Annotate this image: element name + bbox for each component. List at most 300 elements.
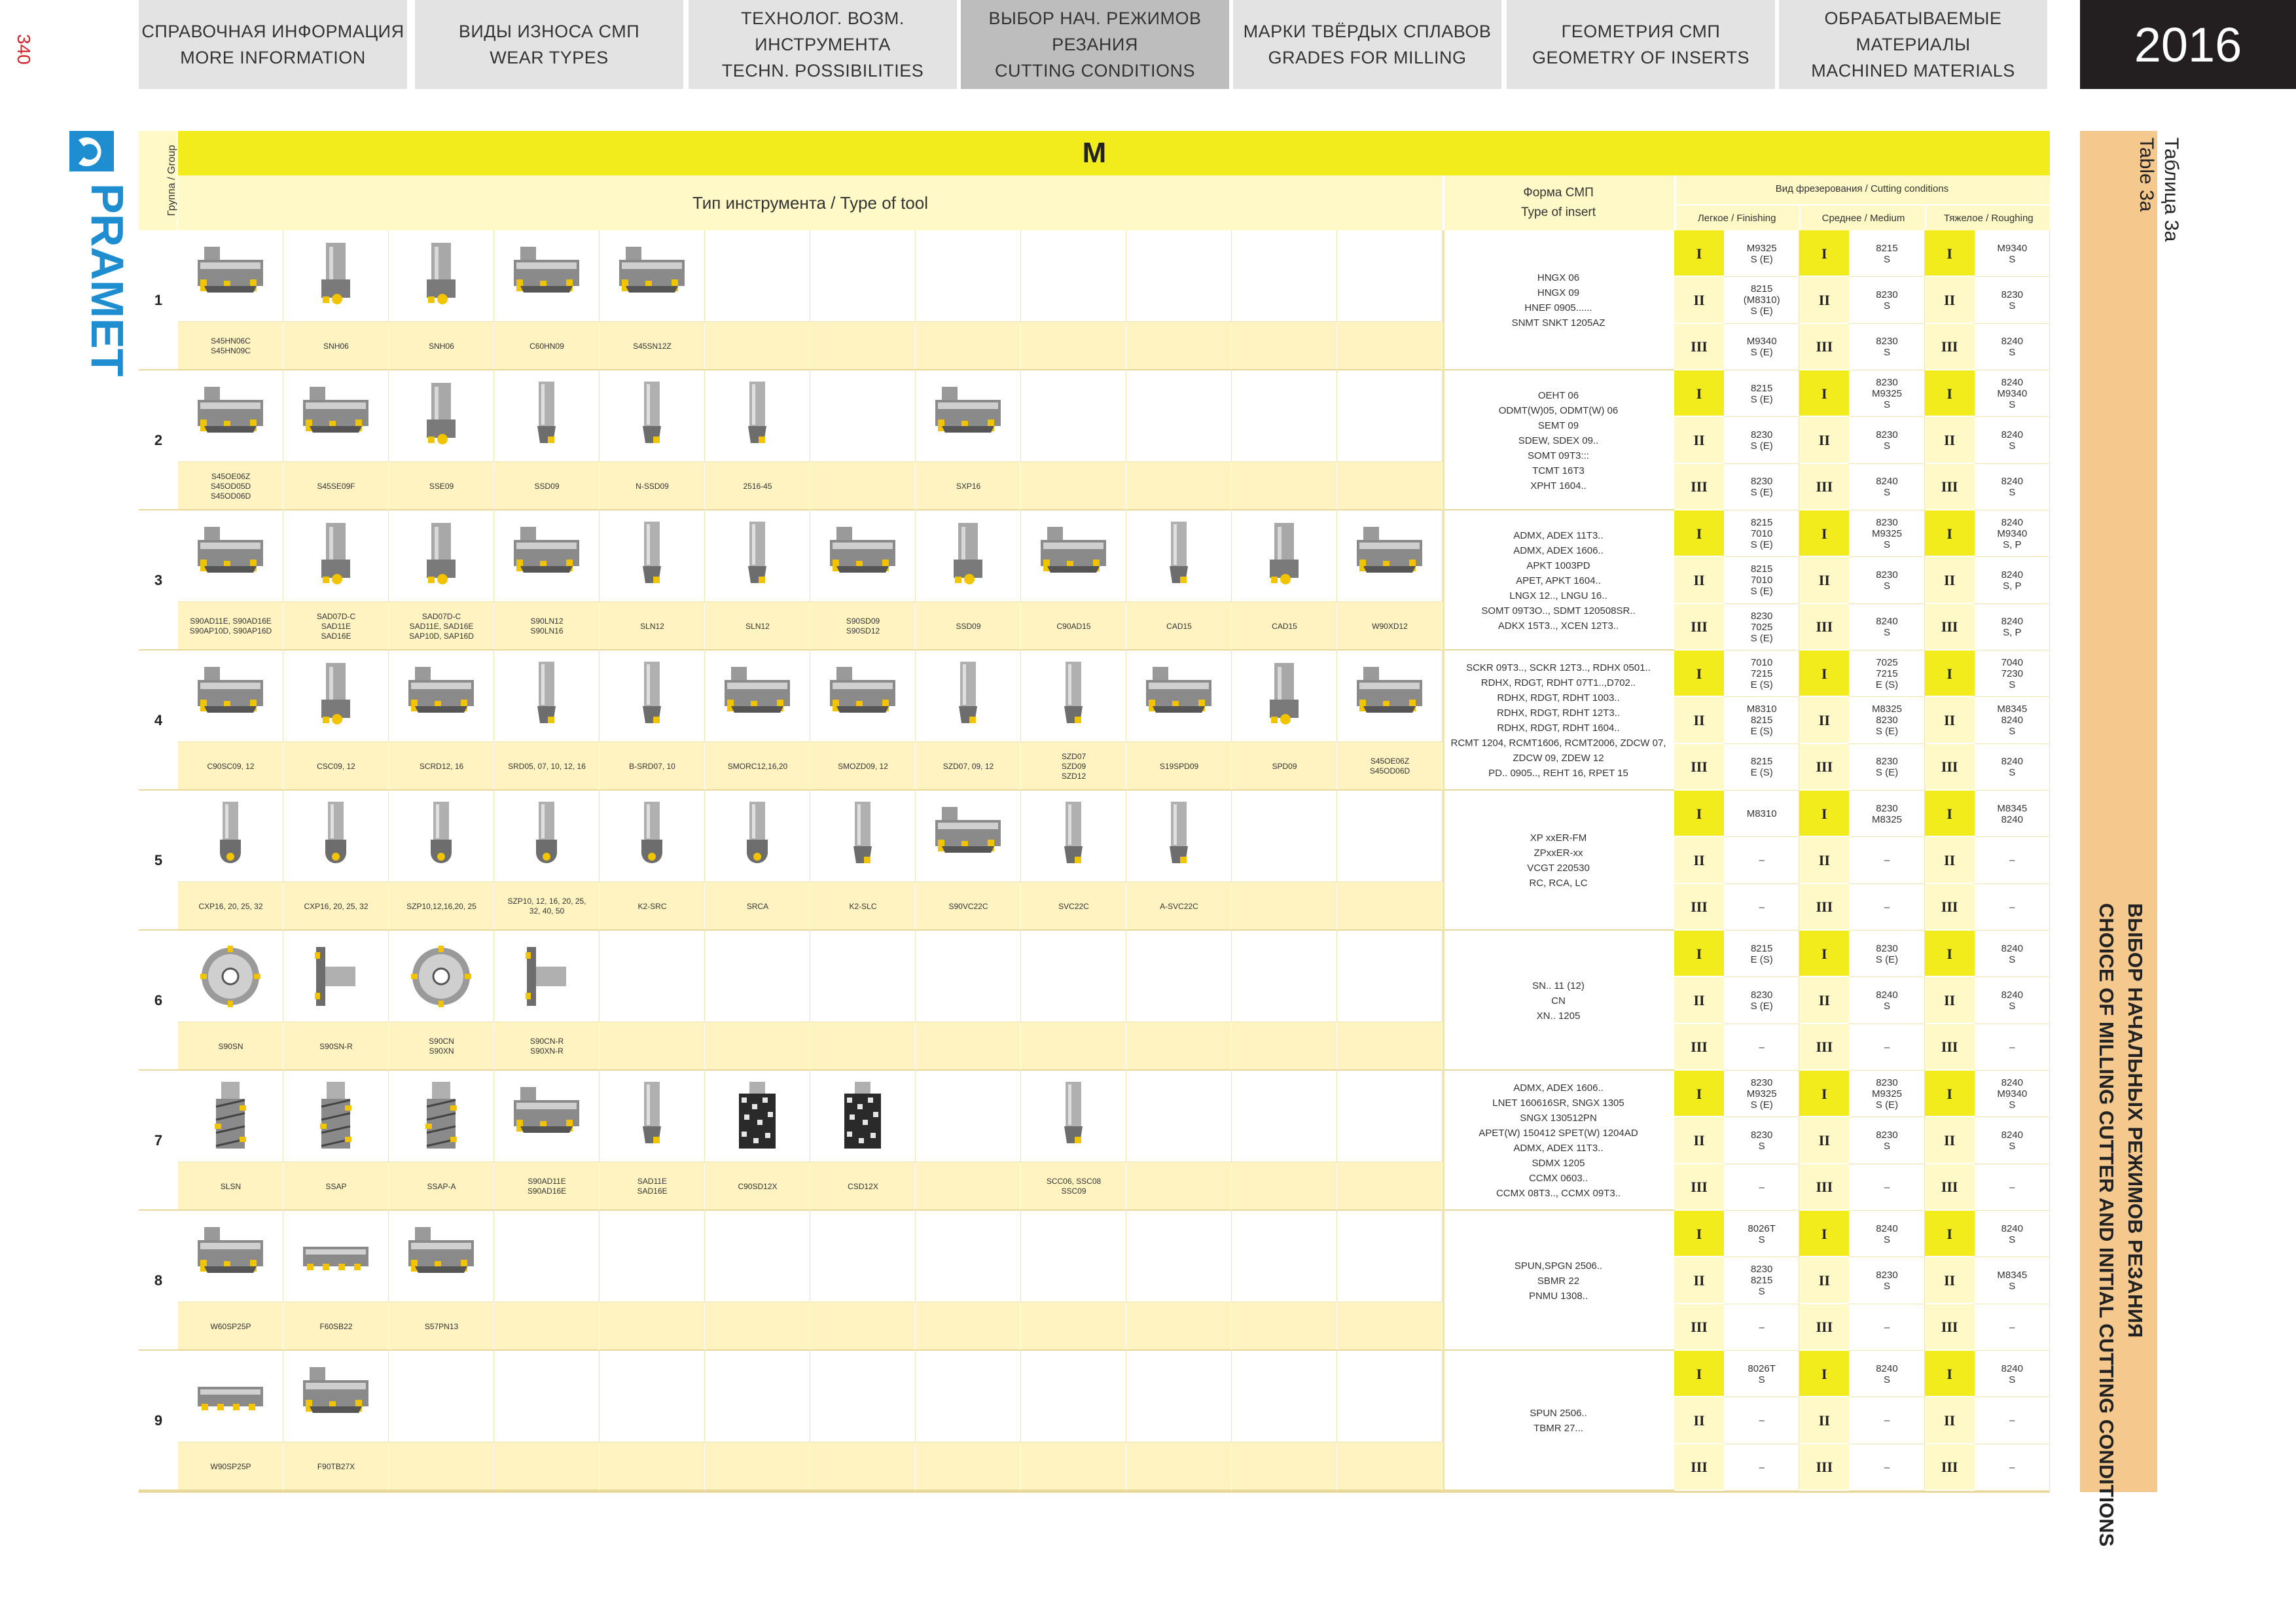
tool-code-cell xyxy=(810,322,916,370)
grade-value: 8240 M9340 S xyxy=(1997,377,2028,411)
grade-value: 8230 S (E) xyxy=(1875,942,1899,965)
tool-code xyxy=(810,462,916,510)
tool-code: W60SP25P xyxy=(210,1321,251,1331)
tool-disc-mill-icon xyxy=(402,940,480,1012)
tool-code: SSAP xyxy=(325,1181,347,1191)
cutting-level: II xyxy=(1944,711,1956,728)
cutting-level: III xyxy=(1941,618,1958,635)
tool-end-mill-icon xyxy=(1034,660,1113,732)
tool-code-cell xyxy=(494,1302,600,1351)
tool-code: N-SSD09 xyxy=(636,481,669,491)
grade-value: 8230 M9325 S xyxy=(1872,517,1902,551)
tool-code: SNH06 xyxy=(323,341,349,351)
tool-code: CXP16, 20, 25, 32 xyxy=(198,901,263,911)
tool-picture-cell xyxy=(916,931,1021,1022)
tool-picture-cell xyxy=(1337,791,1443,882)
grade-value: – xyxy=(2009,1461,2015,1473)
tool-shank-mill-icon xyxy=(929,520,1007,592)
tool-ball-mill-icon xyxy=(718,800,797,872)
tool-code: S45SE09F xyxy=(317,481,355,491)
nav-tab-label-ru: ТЕХНОЛОГ. ВОЗМ. ИНСТРУМЕНТА xyxy=(741,9,905,54)
tool-picture-cell xyxy=(1337,230,1443,322)
nav-tab-label-en: TECHN. POSSIBILITIES xyxy=(721,61,924,80)
nav-tab-label-ru: СПРАВОЧНАЯ ИНФОРМАЦИЯ xyxy=(141,22,404,41)
nav-tab-label-en: GEOMETRY OF INSERTS xyxy=(1532,48,1750,67)
insert-types: SPUN 2506.. TBMR 27... xyxy=(1530,1408,1587,1434)
grade-value: 8230 S xyxy=(1876,569,1898,592)
tool-code: SXP16 xyxy=(956,481,981,491)
tool-shank-mill-icon xyxy=(1245,520,1323,592)
grade-value: 8240 S xyxy=(2001,942,2023,965)
tool-code: SAD07D-C SAD11E SAD16E xyxy=(316,611,356,641)
tool-code-cell xyxy=(1232,1022,1337,1071)
tool-code: S45OE06Z S45OD05D S45OD06D xyxy=(210,471,251,501)
grade-value: – xyxy=(1884,855,1890,866)
insert-type-header xyxy=(1443,175,1674,230)
cutting-level: I xyxy=(1821,525,1827,542)
tool-face-mill-icon xyxy=(191,1221,270,1293)
insert-types: ADMX, ADEX 11T3.. ADMX, ADEX 1606.. APKT 1003PD APET, APKT 1604.. LNGX 12.., LNGU 16.. SOMT 09T3O.., SDMT 120508SR.. ADKX 15T3.., XCEN 12T3.. xyxy=(1481,529,1636,632)
cutting-level: II xyxy=(1944,991,1956,1008)
grade-value: 8240 S xyxy=(1876,989,1898,1012)
tool-face-mill-icon xyxy=(191,660,270,732)
tool-face-mill-icon xyxy=(1350,520,1429,592)
grade-value: M9325 S (E) xyxy=(1746,242,1777,265)
cutting-level: II xyxy=(1818,571,1830,588)
tool-code: S90CN S90XN xyxy=(429,1037,454,1056)
cutting-level: I xyxy=(1696,805,1702,822)
tool-code: SPD09 xyxy=(1272,761,1297,771)
cutting-conditions-header: Вид фрезерования / Cutting conditions xyxy=(1775,183,1949,194)
tool-code-cell xyxy=(1126,322,1232,370)
cutting-level: III xyxy=(1816,1459,1833,1476)
grade-value: 8230 8215 S xyxy=(1750,1264,1773,1298)
tool-code: C90SC09, 12 xyxy=(207,761,255,771)
cutting-level: II xyxy=(1693,851,1705,868)
tool-code-cell xyxy=(1021,462,1126,510)
tool-picture-cell xyxy=(1337,1351,1443,1442)
tool-code-cell xyxy=(705,1442,810,1491)
tool-picture-cell xyxy=(1232,791,1337,882)
insert-types: ADMX, ADEX 1606.. LNET 160616SR, SNGX 1305 SNGX 130512PN APET(W) 150412 SPET(W) 1204AD ADMX, ADEX 11T3.. SDMX 1205 CCMX 0603.. CCMX 08T3.., CCMX 09T3.. xyxy=(1479,1082,1638,1199)
tool-code-cell xyxy=(916,1442,1021,1491)
tool-face-mill-icon xyxy=(507,1080,586,1152)
tool-code: SMORC12,16,20 xyxy=(727,761,788,771)
tool-code: SZD07, 09, 12 xyxy=(942,761,994,771)
cutting-level: I xyxy=(1696,1365,1702,1382)
tool-face-mill-icon xyxy=(296,1361,375,1433)
cond-header-roughing: Тяжелое / Roughing xyxy=(1925,204,2051,230)
tool-shank-mill-icon xyxy=(402,380,480,452)
tool-code: SAD07D-C SAD11E, SAD16E SAP10D, SAP16D xyxy=(409,611,474,641)
tool-end-mill-icon xyxy=(613,660,691,732)
tool-code: SCRD12, 16 xyxy=(419,761,464,771)
tool-picture-cell xyxy=(1126,1351,1232,1442)
tool-code: C60HN09 xyxy=(529,341,564,351)
tool-face-mill-icon xyxy=(191,380,270,452)
tool-ball-mill-icon xyxy=(613,800,691,872)
grade-value: M8345 S xyxy=(1997,1269,2028,1292)
grade-value: 8215 S (E) xyxy=(1750,382,1773,405)
grade-value: M9340 S xyxy=(1997,242,2028,265)
nav-tab-5[interactable] xyxy=(1233,0,1501,89)
nav-tab-4[interactable] xyxy=(961,0,1229,89)
nav-tab-label-en: MACHINED MATERIALS xyxy=(1811,61,2015,80)
insert-types: SCKR 09T3.., SCKR 12T3.., RDHX 0501.. RDHX, RDGT, RDHT 07T1..,D702.. RDHX, RDGT, RDHT 1003.. RDHX, RDGT, RDHT 12T3.. RDHX, RDGT, RDHT 1604.. RCMT 1204, RCMT1606, RCMT2006, ZDCW 07, ZDCW 09, ZDEW 12 PD.. 0905.., REHT 16, RPET 15 xyxy=(1450,662,1666,779)
grade-value: – xyxy=(1884,1415,1890,1427)
tool-shank-mill-icon xyxy=(402,240,480,312)
tool-picture-cell xyxy=(810,230,916,322)
tool-picture-cell xyxy=(916,230,1021,322)
tool-type-header: Тип инструмента / Type of tool xyxy=(692,192,929,213)
cutting-level: I xyxy=(1696,665,1702,682)
tool-picture-cell xyxy=(1232,1071,1337,1162)
grade-value: M8310 xyxy=(1746,808,1777,820)
cutting-level: II xyxy=(1944,851,1956,868)
tool-code-cell xyxy=(916,322,1021,370)
nav-tab-2[interactable] xyxy=(415,0,683,89)
tool-picture-cell xyxy=(1021,931,1126,1022)
grade-value: 8240 S xyxy=(2001,989,2023,1012)
grade-value: 8240 S, P xyxy=(2001,616,2023,639)
tool-code: SZP10, 12, 16, 20, 25, 32, 40, 50 xyxy=(507,897,586,916)
tool-code-cell xyxy=(1337,1162,1443,1211)
tool-ball-mill-icon xyxy=(507,800,586,872)
tool-picture-cell xyxy=(916,1211,1021,1302)
cutting-level: I xyxy=(1946,805,1952,822)
nav-tab-label-en: CUTTING CONDITIONS xyxy=(995,61,1195,80)
cutting-level: I xyxy=(1946,525,1952,542)
tool-code-cell xyxy=(494,1442,600,1491)
nav-tab-label-en: WEAR TYPES xyxy=(490,48,609,67)
cutting-level: III xyxy=(1691,618,1708,635)
grade-value: – xyxy=(1884,901,1890,913)
grade-value: 8230 S xyxy=(1750,1129,1773,1152)
cutting-level: II xyxy=(1693,1132,1705,1149)
tool-picture-cell xyxy=(810,1211,916,1302)
tool-face-mill-icon xyxy=(1350,660,1429,732)
cutting-level: III xyxy=(1691,1319,1708,1336)
tool-picture-cell xyxy=(1021,370,1126,462)
cutting-level: I xyxy=(1946,1225,1952,1242)
tool-ball-mill-icon xyxy=(402,800,480,872)
grade-value: M9340 S (E) xyxy=(1746,336,1777,359)
tool-code: SLSN xyxy=(220,1181,242,1191)
tool-face-mill-icon xyxy=(1139,660,1218,732)
tool-code-cell xyxy=(1126,1302,1232,1351)
grade-value: 8240 S xyxy=(1876,1222,1898,1245)
tool-end-mill-icon xyxy=(718,520,797,592)
grade-value: 8215 7010 S (E) xyxy=(1750,517,1773,551)
group-number: 2 xyxy=(154,432,163,448)
tool-helix-mill-icon xyxy=(191,1080,270,1152)
tool-face-mill-icon xyxy=(296,380,375,452)
tool-face-mill-icon xyxy=(402,660,480,732)
tool-code-cell xyxy=(1337,1022,1443,1071)
cutting-level: III xyxy=(1691,1179,1708,1196)
nav-tab-label-ru: МАРКИ ТВЁРДЫХ СПЛАВОВ xyxy=(1243,22,1492,41)
nav-tab-7[interactable] xyxy=(1779,0,2047,89)
cutting-level: II xyxy=(1818,431,1830,448)
group-number: 5 xyxy=(154,852,163,868)
cutting-level: III xyxy=(1816,758,1833,776)
tool-code-cell xyxy=(600,1442,705,1491)
tool-porc-mill-icon xyxy=(823,1080,902,1152)
tool-picture-cell xyxy=(494,1211,600,1302)
cutting-level: I xyxy=(1946,665,1952,682)
tool-end-mill-icon xyxy=(718,380,797,452)
grade-value: 8215 7010 S (E) xyxy=(1750,563,1773,597)
tool-picture-cell xyxy=(1232,1211,1337,1302)
grade-value: – xyxy=(1759,901,1765,913)
grade-value: – xyxy=(2009,1181,2015,1193)
cutting-level: III xyxy=(1941,338,1958,355)
group-number: 8 xyxy=(154,1272,163,1289)
tool-face-mill-icon xyxy=(507,520,586,592)
tool-code-cell xyxy=(810,1302,916,1351)
tool-code: K2-SRC xyxy=(637,901,667,911)
tool-code: 2516-45 xyxy=(743,481,772,491)
table-label-en: Table 3a xyxy=(2136,137,2157,212)
grade-value: 8230 S xyxy=(1876,289,1898,312)
tool-helix-mill-icon xyxy=(296,1080,375,1152)
tool-ball-mill-icon xyxy=(296,800,375,872)
tool-picture-cell xyxy=(705,230,810,322)
tool-code: SLN12 xyxy=(745,621,770,631)
tool-code: W90SP25P xyxy=(210,1461,251,1471)
cond-header-finishing: Легкое / Finishing xyxy=(1674,204,1799,230)
tool-picture-cell xyxy=(810,1351,916,1442)
tool-end-mill-icon xyxy=(1034,800,1113,872)
tool-flat-mill-icon xyxy=(191,1361,270,1433)
tool-face-mill-icon xyxy=(823,660,902,732)
insert-types: XP xxER-FM ZPxxER-xx VCGT 220530 RC, RCA, LC xyxy=(1527,832,1590,889)
tool-code-cell xyxy=(1126,1022,1232,1071)
tool-picture-cell xyxy=(705,1351,810,1442)
tool-face-mill-icon xyxy=(402,1221,480,1293)
tool-code: CAD15 xyxy=(1166,621,1192,631)
cutting-level: III xyxy=(1691,899,1708,916)
grade-value: – xyxy=(2009,1321,2015,1333)
tool-end-mill-icon xyxy=(507,380,586,452)
grade-value: – xyxy=(1759,1041,1765,1053)
grade-value: 8230 M9325 S xyxy=(1872,377,1902,411)
grade-value: – xyxy=(1884,1181,1890,1193)
tool-code: B-SRD07, 10 xyxy=(629,761,675,771)
tool-code-cell xyxy=(1232,462,1337,510)
cutting-level: III xyxy=(1941,1179,1958,1196)
table-bottom-rule xyxy=(139,1491,2050,1493)
tool-end-mill-icon xyxy=(1034,1080,1113,1152)
tool-code: SMOZD09, 12 xyxy=(838,761,888,771)
nav-tab-label-ru: ГЕОМЕТРИЯ СМП xyxy=(1561,22,1721,41)
cutting-level: II xyxy=(1693,431,1705,448)
tool-end-mill-icon xyxy=(613,1080,691,1152)
grade-value: – xyxy=(1759,1181,1765,1193)
grade-value: 8230 S (E) xyxy=(1750,429,1773,452)
tool-disc-side-icon xyxy=(296,940,375,1012)
tool-end-mill-icon xyxy=(823,800,902,872)
insert-type-header-en: Type of insert xyxy=(1520,205,1596,219)
cutting-level: II xyxy=(1693,1412,1705,1429)
grade-value: M8325 8230 S (E) xyxy=(1872,704,1902,738)
tool-code: SRD05, 07, 10, 12, 16 xyxy=(508,761,586,771)
material-group-label: M xyxy=(1082,137,1107,169)
group-number: 3 xyxy=(154,572,163,588)
grade-value: 8230 S (E) xyxy=(1875,756,1899,779)
tool-face-mill-icon xyxy=(613,240,691,312)
year-badge: 2016 xyxy=(2080,0,2296,89)
tool-code: SRCA xyxy=(746,901,769,911)
group-header-label: Группа / Group xyxy=(166,145,177,216)
grade-value: – xyxy=(1759,855,1765,866)
pramet-logo xyxy=(65,131,133,406)
cutting-level: III xyxy=(1816,338,1833,355)
tool-shank-mill-icon xyxy=(296,520,375,592)
grade-value: 8240 S xyxy=(2001,1363,2023,1385)
cutting-level: I xyxy=(1821,245,1827,262)
tool-end-mill-icon xyxy=(1139,520,1218,592)
tool-picture-cell xyxy=(810,931,916,1022)
tool-code-cell xyxy=(600,1022,705,1071)
insert-type-header-ru: Форма СМП xyxy=(1523,186,1594,200)
tool-code-cell xyxy=(1021,1442,1126,1491)
cutting-level: I xyxy=(1946,385,1952,402)
cutting-level: III xyxy=(1691,478,1708,495)
insert-types: HNGX 06 HNGX 09 HNEF 0905...... SNMT SNKT 1205AZ xyxy=(1511,272,1605,329)
tool-face-mill-icon xyxy=(823,520,902,592)
tool-picture-cell xyxy=(600,1211,705,1302)
grade-value: 7010 7215 E (S) xyxy=(1750,657,1773,691)
cutting-level: I xyxy=(1946,1365,1952,1382)
group-number: 9 xyxy=(154,1412,163,1429)
cutting-level: III xyxy=(1816,1319,1833,1336)
tool-code: S45HN06C S45HN09C xyxy=(211,336,251,355)
tool-code-cell xyxy=(1126,1162,1232,1211)
tool-shank-mill-icon xyxy=(296,660,375,732)
tool-code: SNH06 xyxy=(429,341,454,351)
tool-code-cell xyxy=(1126,1442,1232,1491)
nav-tab-label-ru: ОБРАБАТЫВАЕМЫЕ МАТЕРИАЛЫ xyxy=(1824,9,2002,54)
tool-code: S90LN12 S90LN16 xyxy=(530,616,564,635)
cutting-level: I xyxy=(1696,245,1702,262)
tool-code: SSD09 xyxy=(534,481,560,491)
grade-value: 8230 S xyxy=(2001,289,2023,312)
tool-picture-cell xyxy=(705,931,810,1022)
grade-value: 8230 S (E) xyxy=(1750,989,1773,1012)
tool-code-cell xyxy=(1232,1442,1337,1491)
cutting-level: II xyxy=(1693,291,1705,308)
nav-tab-6[interactable] xyxy=(1507,0,1775,89)
tool-picture-cell xyxy=(600,931,705,1022)
tool-picture-cell xyxy=(1232,1351,1337,1442)
tool-code: SZP10,12,16,20, 25 xyxy=(406,901,476,911)
grade-value: 8215 E (S) xyxy=(1750,942,1773,965)
cond-header-medium: Среднее / Medium xyxy=(1799,204,1926,230)
tool-helix-mill-icon xyxy=(402,1080,480,1152)
tool-face-mill-icon xyxy=(929,380,1007,452)
cutting-level: I xyxy=(1696,1225,1702,1242)
tool-code-cell xyxy=(1337,882,1443,931)
tool-picture-cell xyxy=(389,1351,494,1442)
grade-value: 8240 S, P xyxy=(2001,569,2023,592)
tool-end-mill-icon xyxy=(929,660,1007,732)
tool-code: CXP16, 20, 25, 32 xyxy=(304,901,368,911)
tool-code-cell xyxy=(1337,462,1443,510)
grade-value: – xyxy=(1759,1321,1765,1333)
tool-picture-cell xyxy=(1021,1351,1126,1442)
cutting-level: II xyxy=(1944,431,1956,448)
tool-code: S90AD11E S90AD16E xyxy=(527,1177,567,1196)
tool-code: S90VC22C xyxy=(948,901,988,911)
grade-value: 8240 S xyxy=(1876,476,1898,499)
tool-code-cell xyxy=(810,1022,916,1071)
grade-value: 8240 S xyxy=(2001,1129,2023,1152)
tool-disc-side-icon xyxy=(507,940,586,1012)
tool-picture-cell xyxy=(494,1351,600,1442)
tool-code: SZD07 SZD09 SZD12 xyxy=(1061,751,1086,781)
svg-text:PRAMET: PRAMET xyxy=(82,183,133,377)
tool-porc-mill-icon xyxy=(718,1080,797,1152)
side-title-en: CHOICE OF MILLING CUTTER AND INITIAL CUTTING CONDITIONS xyxy=(2095,903,2118,1547)
tool-code-cell xyxy=(916,1022,1021,1071)
tool-code xyxy=(916,1162,1021,1211)
grade-value: 8230 S xyxy=(1876,1129,1898,1152)
tool-picture-cell xyxy=(916,1071,1021,1162)
tool-ball-mill-icon xyxy=(191,800,270,872)
cutting-level: III xyxy=(1691,1039,1708,1056)
cutting-level: II xyxy=(1818,1412,1830,1429)
tool-picture-cell xyxy=(1126,230,1232,322)
cutting-level: II xyxy=(1818,1272,1830,1289)
insert-types: SN.. 11 (12) CN XN.. 1205 xyxy=(1532,980,1585,1022)
cutting-level: III xyxy=(1941,899,1958,916)
grade-value: 8240 S xyxy=(2001,756,2023,779)
tool-picture-cell xyxy=(1337,370,1443,462)
tool-code-cell xyxy=(1021,1022,1126,1071)
tool-code-cell xyxy=(389,1442,494,1491)
cutting-level: I xyxy=(1821,385,1827,402)
tool-disc-mill-icon xyxy=(191,940,270,1012)
nav-tab-3[interactable] xyxy=(689,0,957,89)
tool-code-cell xyxy=(1337,322,1443,370)
tool-shank-mill-icon xyxy=(1245,660,1323,732)
tool-code: S19SPD09 xyxy=(1159,761,1199,771)
side-title-ru: ВЫБОР НАЧАЛЬНЫХ РЕЖИМОВ РЕЗАНИЯ xyxy=(2124,903,2147,1338)
tool-code: SSD09 xyxy=(956,621,981,631)
tool-code-cell xyxy=(705,322,810,370)
nav-tab-1[interactable] xyxy=(139,0,407,89)
cutting-level: I xyxy=(1821,665,1827,682)
tool-face-mill-icon xyxy=(191,240,270,312)
tool-picture-cell xyxy=(705,1211,810,1302)
tool-code: SLN12 xyxy=(640,621,664,631)
tool-code: S90CN-R S90XN-R xyxy=(529,1037,564,1056)
cutting-level: I xyxy=(1946,945,1952,962)
cutting-level: II xyxy=(1693,991,1705,1008)
grade-value: 8230 M8325 xyxy=(1872,802,1902,825)
cutting-level: III xyxy=(1816,1179,1833,1196)
tool-code-cell xyxy=(600,1302,705,1351)
grade-value: 8026T S xyxy=(1748,1222,1776,1245)
cutting-level: II xyxy=(1944,1132,1956,1149)
page-number: 340 xyxy=(14,34,34,65)
grade-value: 8026T S xyxy=(1748,1363,1776,1385)
tool-code: C90SD12X xyxy=(738,1181,778,1191)
group-number: 4 xyxy=(154,712,163,728)
grade-value: 8240 S xyxy=(2001,1222,2023,1245)
tool-code-cell xyxy=(705,1022,810,1071)
